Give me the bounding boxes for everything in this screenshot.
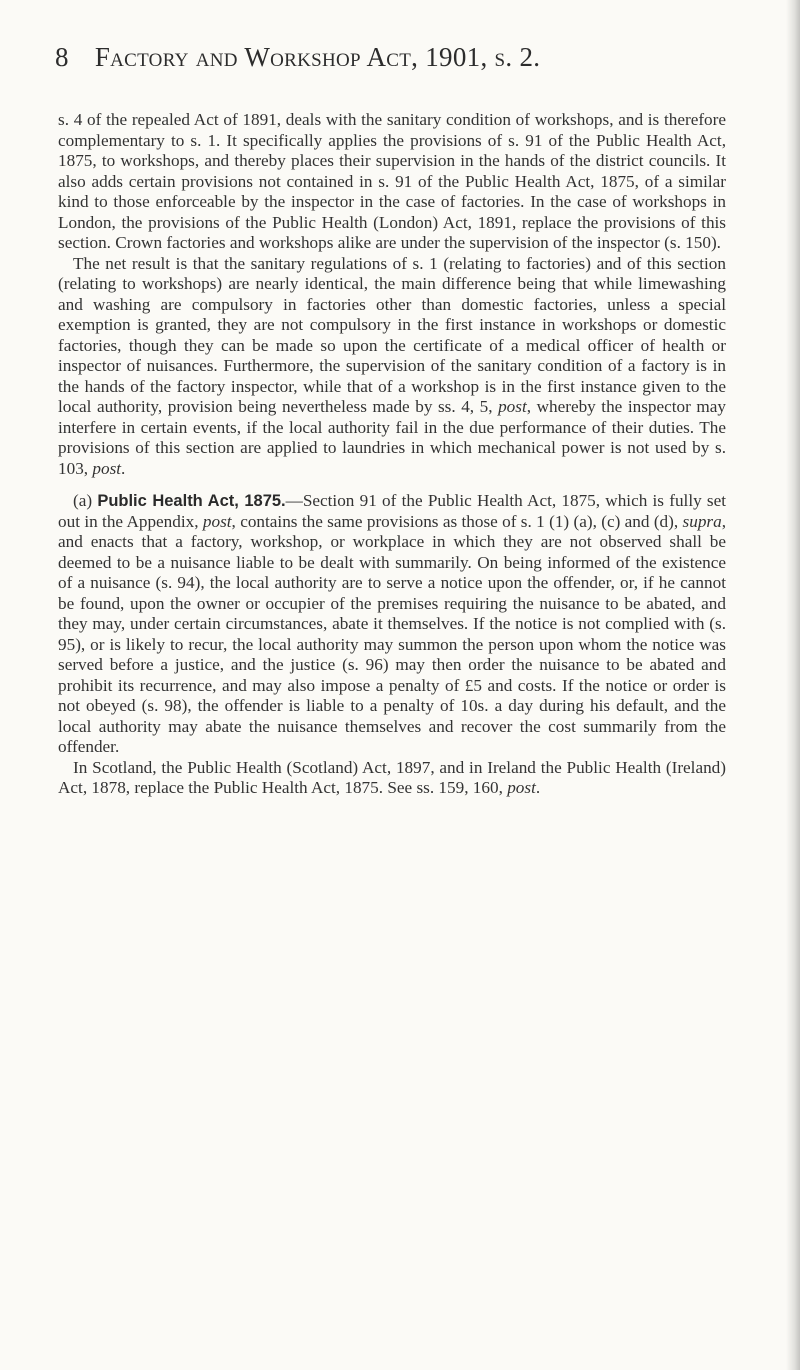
text-run: , whereby the inspector may interfere in certain events, if the local authority fail in the due performance of their duties. The provisions of this section are applied to laundries in which mechanical power is not used by s. 103, — [58, 397, 727, 478]
page-number: 8 — [55, 42, 69, 72]
text-run: , and enacts that a factory, workshop, or workplace in which they are not observed shall be deemed to be a nuisance liable to be dealt with summarily. On being informed of the existence of a nuisance (s. 94), the local authority are to serve a notice upon the offender, or, if he cannot be found, upon the owner or occupier of the premises requiring the nuisance to be abated, and they may, under certain circumstances, abate it themselves. If the notice is not complied with (s. 95), or is likely to recur, the local authority may summon the person upon whom the notice was served before a justice, and the justice (s. 96) may then order the nuisance to be abated and prohibit its recurrence, and may also impose a penalty of £5 and costs. If the notice or order is not obeyed (s. 98), the offender is liable to a penalty of 10s. a day during his default, and the local authority may abate the nuisance themselves and recover the cost summarily from the offender. — [58, 511, 726, 756]
text-run: , contains the same provisions as those of s. 1 (1) (a), (c) and (d), — [231, 511, 683, 531]
running-header — [55, 42, 755, 73]
paragraph-3 — [58, 491, 726, 758]
text-run: . — [535, 778, 541, 797]
paragraph-2 — [58, 254, 726, 480]
paragraph-4 — [58, 758, 726, 799]
paragraph-1 — [58, 110, 726, 254]
italic-term: post — [202, 511, 232, 531]
page-body — [58, 110, 726, 799]
text-run: —Section 91 of the Public Health Act, 1875, which is fully set out in the Appendix, — [58, 491, 727, 531]
italic-term: post — [507, 778, 536, 797]
note-label: (a) — [73, 491, 93, 510]
section-heading: Public Health Act, 1875. — [97, 492, 286, 510]
text-run: The net result is that the sanitary regulations of s. 1 (relating to factories) and of this section (relating to workshops) are nearly identical, the main difference being that while limewashing and washing are compulsory in factories other than domestic factories, unless a special exemption is granted, they are not compulsory in the first instance in workshops or domestic factories, though they can be made so upon the certificate of a medical officer of health or inspector of nuisances. Furthermore, the supervision of the sanitary condition of a factory is in the hands of the factory inspector, while that of a workshop is in the first instance given to the local authority, provision being nevertheless made by ss. 4, 5, — [58, 253, 726, 416]
running-title: Factory and Workshop Act, 1901, s. 2. — [94, 42, 541, 72]
italic-term: post — [92, 458, 122, 478]
text-run: In Scotland, the Public Health (Scotland) Act, 1897, and in Ireland the Public Health (Ireland) Act, 1878, replace the Public Health Act, 1875. See ss. 159, 160, — [58, 757, 726, 797]
italic-term: post — [498, 397, 527, 416]
text-run: s. 4 of the repealed Act of 1891, deals with the sanitary condition of workshops, and is therefore complementary to s. 1. It specifically applies the provisions of s. 91 of the Public Health Act, 1875, to workshops, and thereby places their supervision in the hands of the district councils. It also adds certain provisions not contained in s. 91 of the Public Health Act, 1875, of a similar kind to those enforceable by the inspector in the case of factories. In the case of workshops in London, the provisions of the Public Health (London) Act, 1891, replace the provisions of this section. Crown factories and workshops alike are under the supervision of the inspector (s. 150). — [58, 110, 726, 252]
italic-term: supra — [682, 511, 722, 531]
page-edge-shadow — [786, 0, 800, 1370]
text-run: . — [121, 458, 126, 478]
